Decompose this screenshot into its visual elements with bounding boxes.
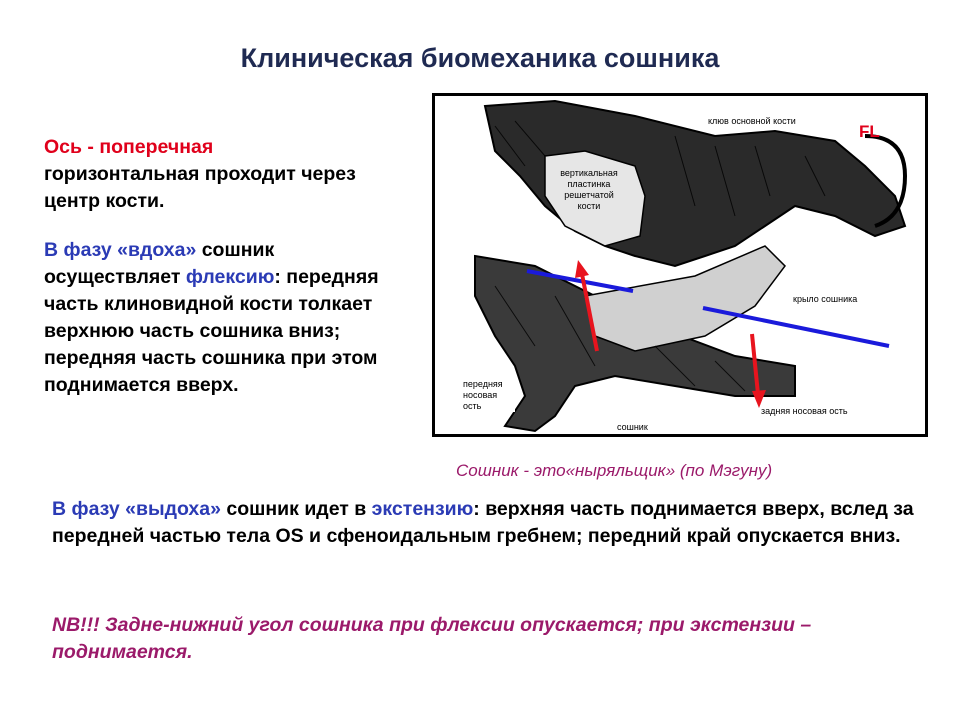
page-title: Клиническая биомеханика сошника [240,43,720,73]
inhale-text-rest: : передняя часть клиновидной кости толкает верхнюю часть сошника вниз; передняя часть сошника при этом поднимается вверх. [44,266,379,396]
label-perpendicular-plate: вертикальная пластинка решетчатой кости [560,168,618,211]
figure-caption: Сошник - это«ныряльщик» (по Мэгуну) [456,461,773,480]
label-vomer-wing: крыло сошника [793,294,858,304]
inhale-phase-label: В фазу «вдоха» [44,239,197,261]
extension-term: экстензию [371,498,474,520]
exhale-description [52,496,932,550]
exhale-text-rest: : верхняя часть поднимается вверх, вслед за передней частью тела OS и сфеноидальным гребнем; передний край опускается вниз. [52,498,914,547]
left-description [44,134,414,399]
fl-label: FL [859,122,880,141]
anatomy-figure [432,93,928,437]
exhale-phase-label: В фазу «выдоха» [52,498,221,520]
label-vomer: сошник [617,422,648,432]
inhale-text-mid: сошник осуществляет [44,239,275,288]
nb-note: NB!!! Задне-нижний угол сошника при флексии опускается; при экстензии – поднимается. [52,614,812,663]
label-posterior-nasal-spine: задняя носовая ость [761,406,848,416]
label-anterior-nasal-spine: передняя носовая ость [463,379,515,412]
axis-label: Ось - поперечная [44,136,214,158]
exhale-text-mid: сошник идет в [220,498,372,520]
axis-description: горизонтальная проходит через центр кости. [44,163,356,212]
flexion-term: флексию [185,266,275,288]
label-sphenoid-beak: клюв основной кости [708,116,796,126]
